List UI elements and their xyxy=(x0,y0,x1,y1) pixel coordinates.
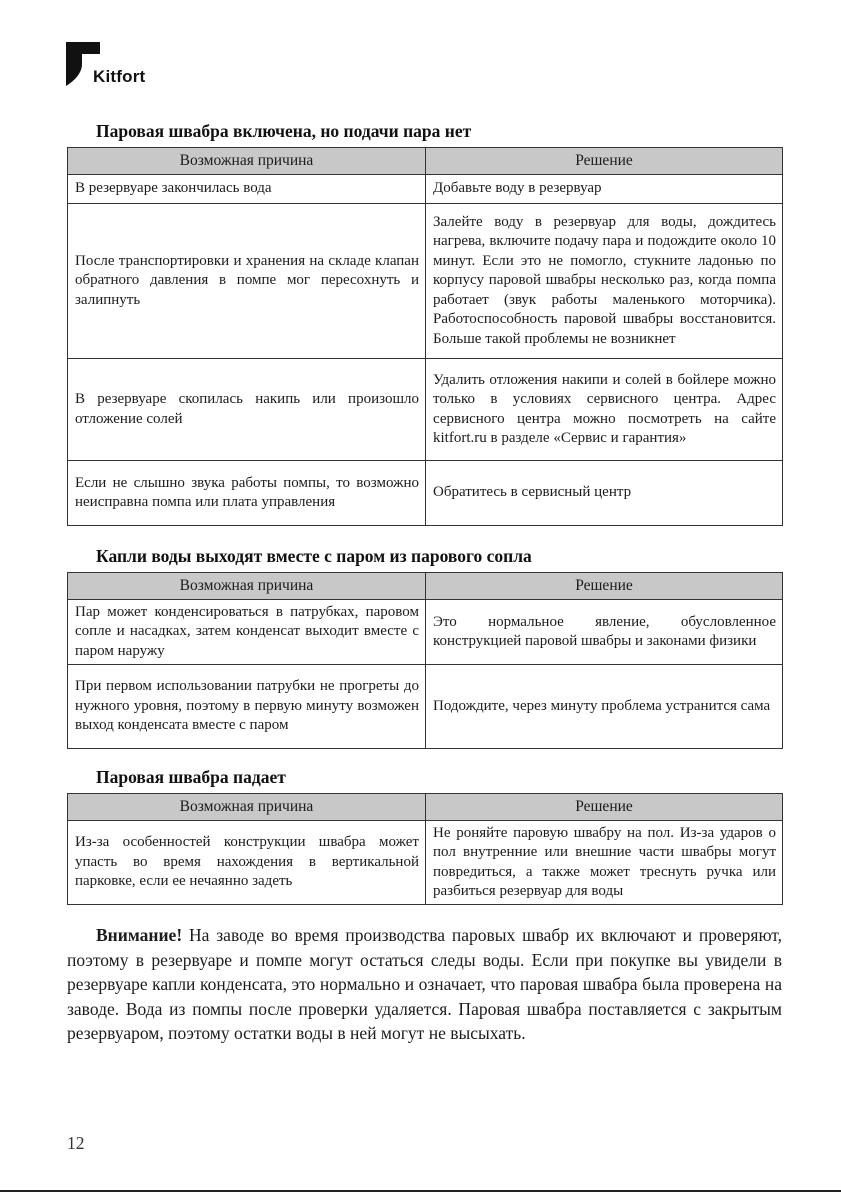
cause-cell: В резервуаре скопилась накипь или произошло отложение солей xyxy=(68,359,426,461)
header-cause: Возможная причина xyxy=(68,794,426,821)
table-row xyxy=(68,821,783,905)
cause-cell: При первом использовании патрубки не прогреты до нужного уровня, поэтому в первую минуту возможен выход конденсата вместе с паром xyxy=(68,665,426,749)
header-solution: Решение xyxy=(426,794,783,821)
table-row xyxy=(68,175,783,204)
solution-cell: Удалить отложения накипи и солей в бойлере можно только в условиях сервисного центра. Адрес сервисного центра можно посмотреть на сайте kitfort.ru в разделе «Сервис и гарантия» xyxy=(426,359,783,461)
solution-cell: Залейте воду в резервуар для воды, дождитесь нагрева, включите подачу пара и подождите около 10 минут. Если это не помогло, стукните ладонью по корпусу паровой швабры несколько раз, когда помпа работает (звук работы маленького моторчика). Работоспособность паровой швабры восстановится. Больше такой проблемы не возникнет xyxy=(426,204,783,359)
warning-text: На заводе во время производства паровых швабр их включают и проверяют, поэтому в резервуаре и помпе могут остаться следы воды. Если при покупке вы увидели в резервуаре капли конденсата, это нормально и означает, что паровая швабра была проверена на заводе. Вода из помпы после проверки удаляется. Паровая швабра поставляется с закрытым резервуаром, поэтому остатки воды в ней могут не высыхать. xyxy=(67,925,783,1043)
solution-cell: Не роняйте паровую швабру на пол. Из-за ударов о пол внутренние или внешние части швабры могут повредиться, а также может треснуть ручка или разбиться резервуар для воды xyxy=(426,821,783,905)
solution-cell: Это нормальное явление, обусловленное конструкцией паровой швабры и законами физики xyxy=(426,600,783,665)
solution-cell: Обратитесь в сервисный центр xyxy=(426,461,783,526)
cause-cell: Из-за особенностей конструкции швабра может упасть во время нахождения в вертикальной парковке, если ее нечаянно задеть xyxy=(68,821,426,905)
troubleshooting-table-mop-falls xyxy=(67,793,783,905)
warning-label: Внимание! xyxy=(96,925,183,945)
header-solution: Решение xyxy=(426,573,783,600)
cause-cell: После транспортировки и хранения на складе клапан обратного давления в помпе мог пересохнуть и залипнуть xyxy=(68,204,426,359)
solution-cell: Добавьте воду в резервуар xyxy=(426,175,783,204)
table-header-row xyxy=(68,148,783,175)
troubleshooting-table-water-drops xyxy=(67,572,783,749)
table-row xyxy=(68,359,783,461)
table-header-row xyxy=(68,794,783,821)
solution-cell: Подождите, через минуту проблема устранится сама xyxy=(426,665,783,749)
section-title-water-drops: Капли воды выходят вместе с паром из парового сопла xyxy=(96,546,532,566)
table-row xyxy=(68,665,783,749)
section-title-no-steam: Паровая швабра включена, но подачи пара нет xyxy=(96,121,472,141)
table-row xyxy=(68,600,783,665)
cause-cell: В резервуаре закончилась вода xyxy=(68,175,426,204)
cause-cell: Если не слышно звука работы помпы, то возможно неисправна помпа или плата управления xyxy=(68,461,426,526)
troubleshooting-table-no-steam xyxy=(67,147,783,526)
table-row xyxy=(68,204,783,359)
cause-cell: Пар может конденсироваться в патрубках, паровом сопле и насадках, затем конденсат выходит вместе с паром наружу xyxy=(68,600,426,665)
warning-paragraph xyxy=(67,923,782,1046)
table-row xyxy=(68,461,783,526)
table-header-row xyxy=(68,573,783,600)
header-solution: Решение xyxy=(426,148,783,175)
brand-name: Kitfort xyxy=(93,67,146,86)
header-cause: Возможная причина xyxy=(68,573,426,600)
bottom-rule xyxy=(0,1190,841,1192)
header-cause: Возможная причина xyxy=(68,148,426,175)
section-title-mop-falls: Паровая швабра падает xyxy=(96,767,286,787)
page-number: 12 xyxy=(67,1133,85,1153)
